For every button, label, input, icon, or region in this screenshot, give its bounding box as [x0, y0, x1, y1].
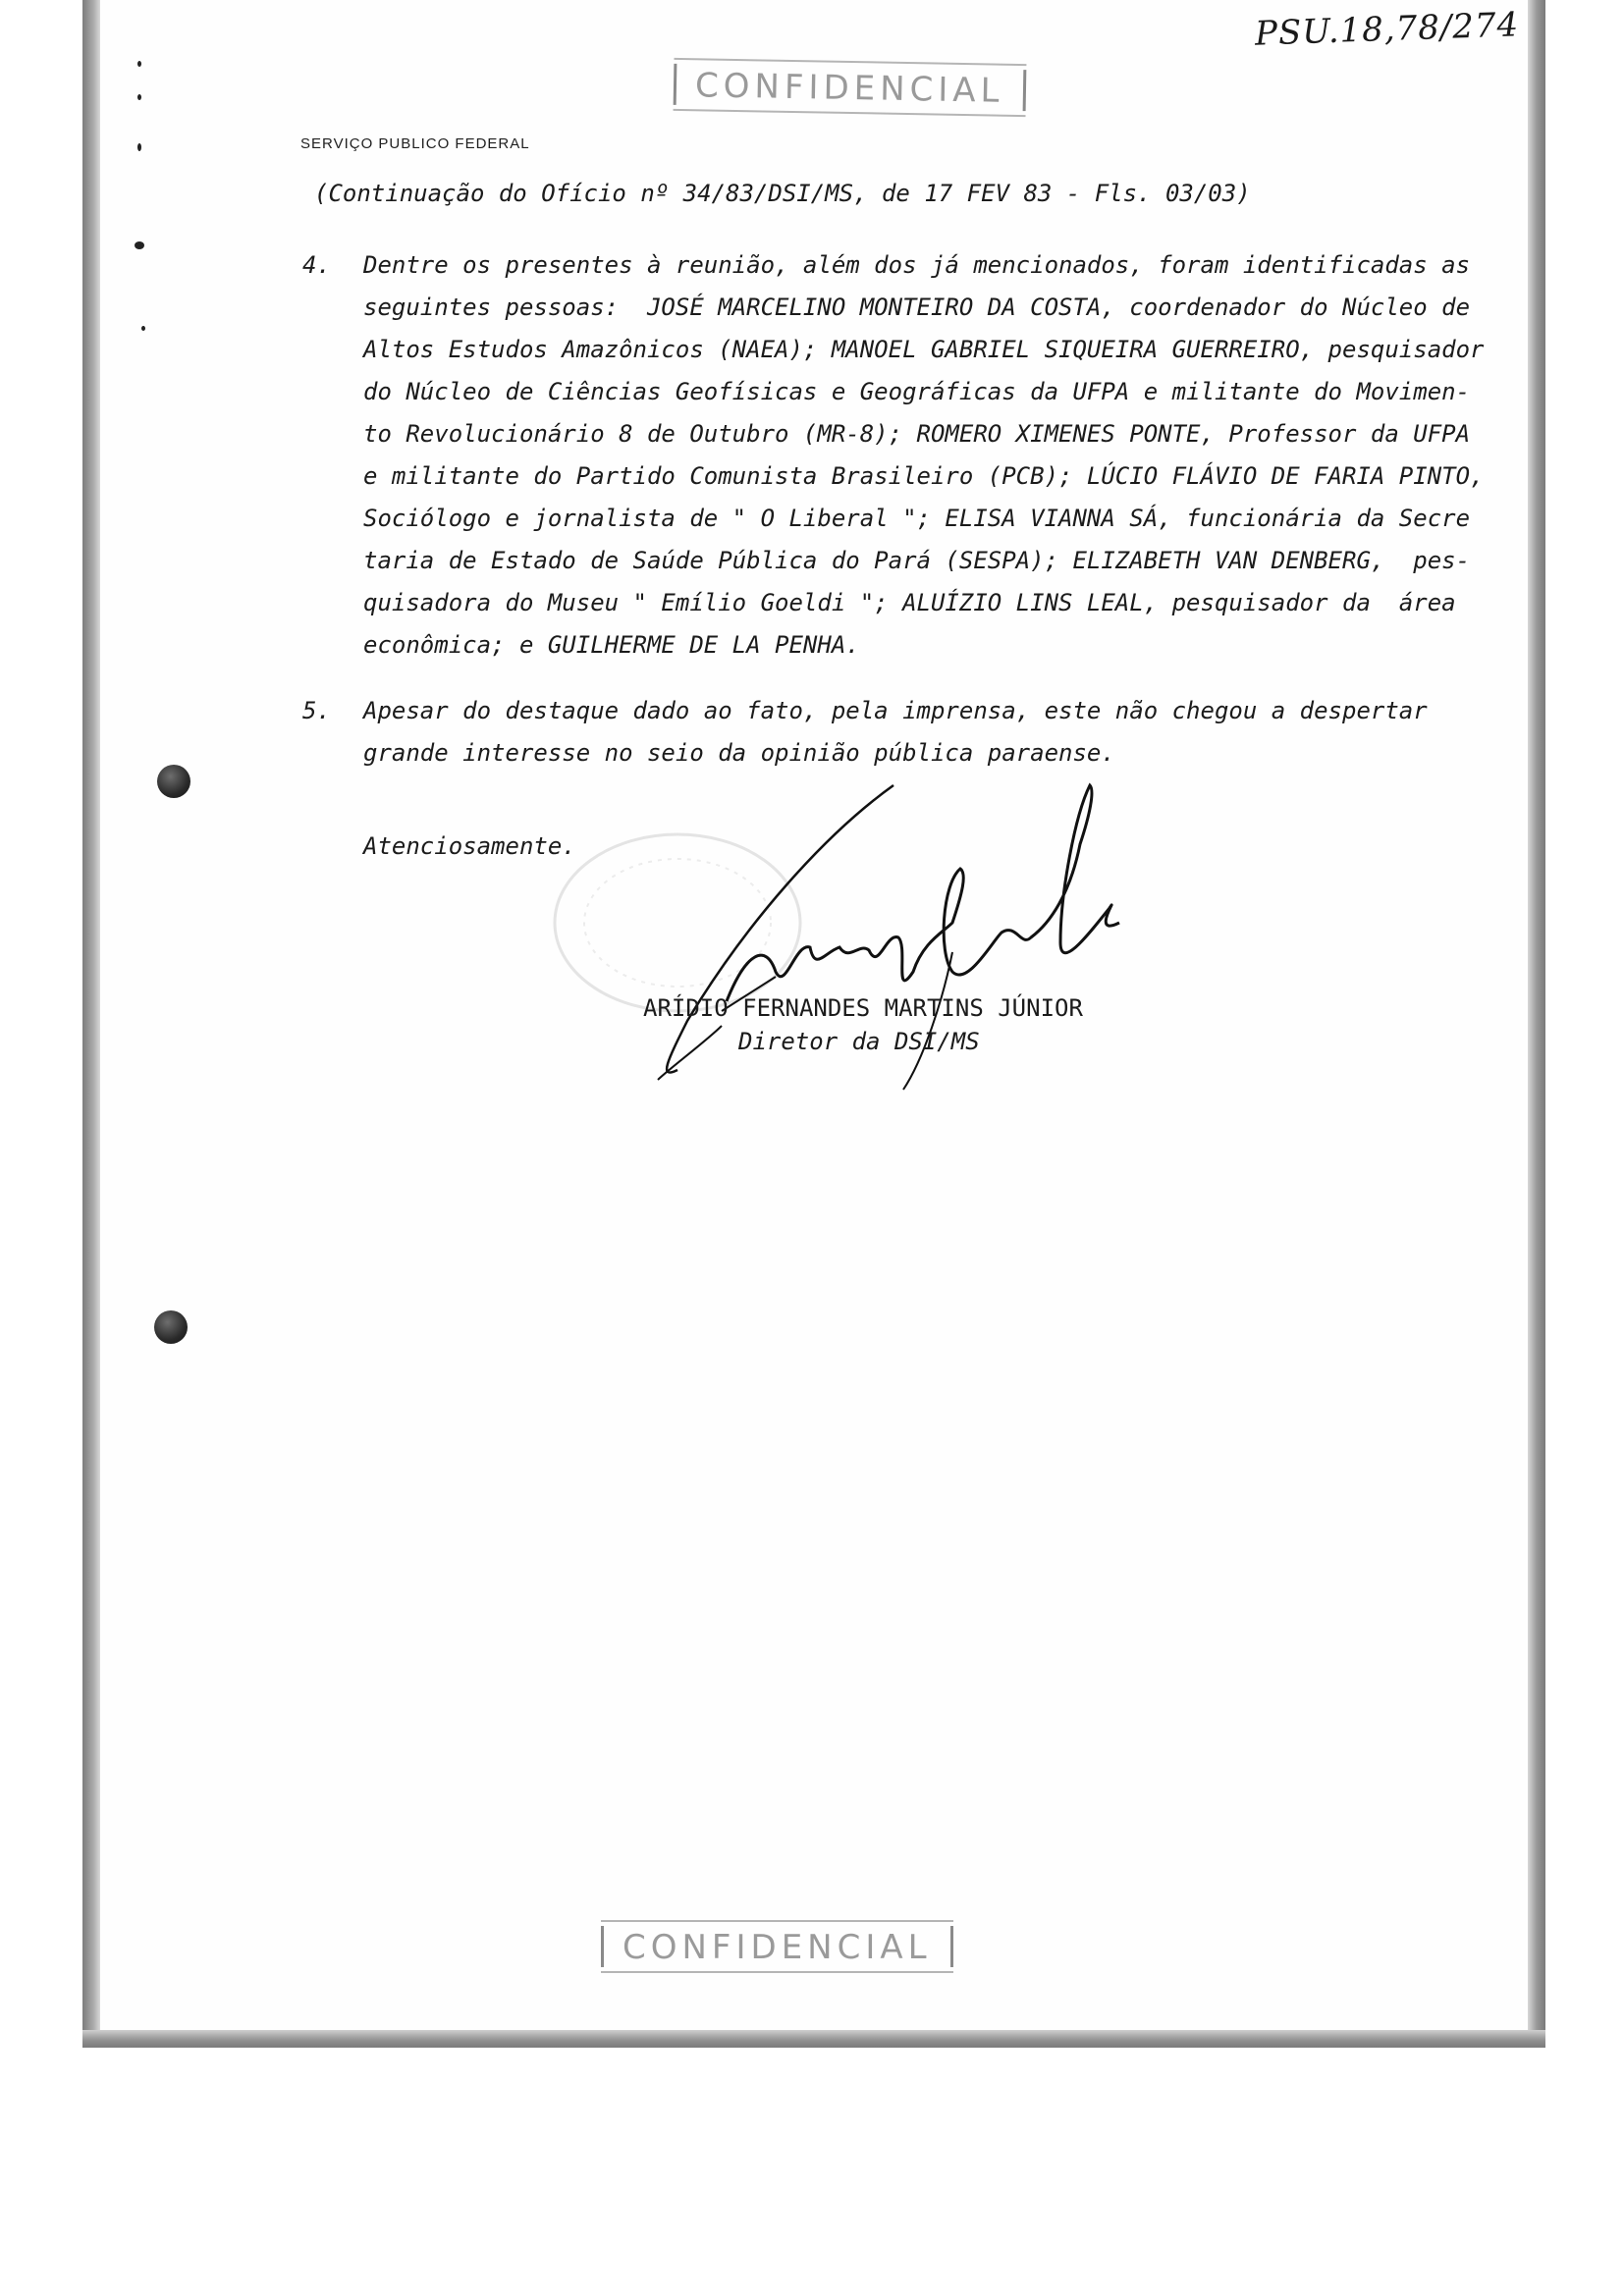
paragraph-line: taria de Estado de Saúde Pública do Pará (SESPA); ELIZABETH VAN DENBERG, pes-	[363, 547, 1471, 574]
paragraph-line: do Núcleo de Ciências Geofísicas e Geográficas da UFPA e militante do Movimen-	[363, 378, 1471, 405]
signer-name: ARÍDIO FERNANDES MARTINS JÚNIOR	[643, 994, 1083, 1022]
margin-speck	[137, 61, 141, 67]
paragraph-line: grande interesse no seio da opinião pública paraense.	[363, 739, 1115, 767]
paragraph-line: Sociólogo e jornalista de " O Liberal "; ELISA VIANNA SÁ, funcionária da Secre	[363, 505, 1471, 532]
scan-edge-bottom	[82, 2030, 1545, 2048]
paragraph-line: Altos Estudos Amazônicos (NAEA); MANOEL GABRIEL SIQUEIRA GUERREIRO, pesquisador	[363, 336, 1485, 363]
paragraph-line: quisadora do Museu " Emílio Goeldi "; ALUÍZIO LINS LEAL, pesquisador da área	[363, 589, 1456, 616]
confidential-stamp-bottom: CONFIDENCIAL	[601, 1920, 953, 1973]
paragraph-line: seguintes pessoas: JOSÉ MARCELINO MONTEIRO DA COSTA, coordenador do Núcleo de	[363, 294, 1471, 321]
archive-reference-handwritten: PSU.18,78/274	[1254, 5, 1520, 54]
margin-speck	[137, 143, 141, 151]
margin-speck	[135, 241, 144, 249]
continuation-line: (Continuação do Ofício nº 34/83/DSI/MS, de 17 FEV 83 - Fls. 03/03)	[314, 180, 1251, 207]
header-label: SERVIÇO PUBLICO FEDERAL	[300, 135, 530, 152]
paragraph-number: 5.	[302, 697, 331, 724]
paragraph-line: Dentre os presentes à reunião, além dos já mencionados, foram identificadas as	[363, 251, 1471, 279]
closing-salutation: Atenciosamente.	[363, 832, 576, 860]
scan-edge-right	[1528, 0, 1545, 2047]
punch-hole-top	[157, 765, 190, 798]
punch-hole-bottom	[154, 1310, 188, 1344]
signer-title: Diretor da DSI/MS	[738, 1028, 980, 1055]
margin-speck	[141, 326, 145, 331]
paragraph-4	[302, 251, 1485, 659]
confidential-stamp-top: CONFIDENCIAL	[674, 58, 1026, 117]
paragraph-line: to Revolucionário 8 de Outubro (MR-8); ROMERO XIMENES PONTE, Professor da UFPA	[363, 420, 1471, 448]
paragraph-number: 4.	[302, 251, 331, 279]
paragraph-line: econômica; e GUILHERME DE LA PENHA.	[363, 631, 860, 659]
paragraph-5	[302, 697, 1428, 807]
margin-speck	[137, 94, 141, 100]
scan-edge-left	[82, 0, 100, 2047]
paragraph-line: e militante do Partido Comunista Brasileiro (PCB); LÚCIO FLÁVIO DE FARIA PINTO,	[363, 462, 1485, 490]
paragraph-line: Apesar do destaque dado ao fato, pela imprensa, este não chegou a despertar	[363, 697, 1428, 724]
